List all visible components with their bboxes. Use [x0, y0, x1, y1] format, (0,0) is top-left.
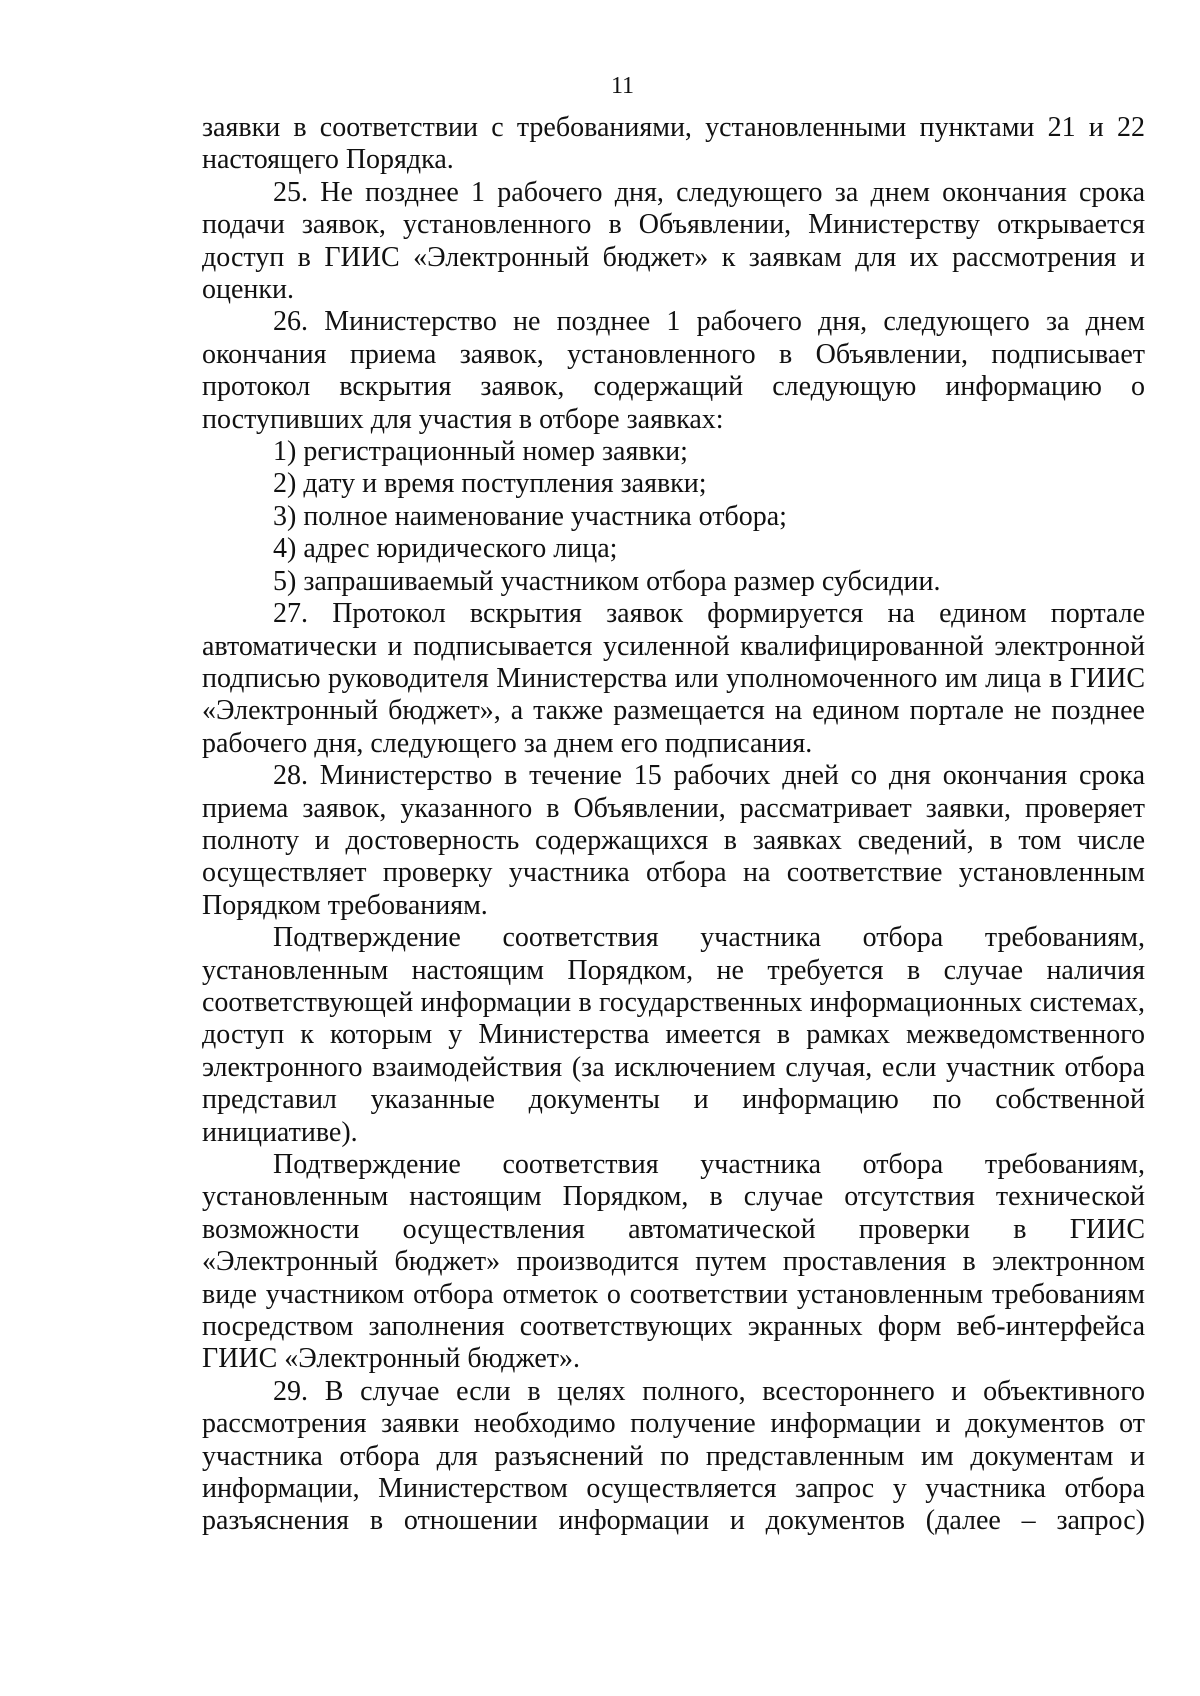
document-body — [202, 112, 1145, 1538]
list-item-2: 2) дату и время поступления заявки; — [273, 468, 707, 500]
list-item-1: 1) регистрационный номер заявки; — [273, 436, 688, 468]
paragraph-29: 29. В случае если в целях полного, всестороннего и объективного рассмотрения заявки необходимо получение информации и документов от участника отбора для разъяснений по представленным им документам и информации, Министерством осуществляется запрос у участника отбора разъяснения в отношении информации и документов (далее – запрос) — [202, 1375, 1145, 1537]
paragraph-28-confirmation-a: Подтверждение соответствия участника отбора требованиям, установленным настоящим Порядком, не требуется в случае наличия соответствующей информации в государственных информационных системах, доступ к которым у Министерства имеется в рамках межведомственного электронного взаимодействия (за исключением случая, если участник отбора представил указанные документы и информацию по собственной инициативе). — [202, 922, 1145, 1148]
paragraph-28-confirmation-b: Подтверждение соответствия участника отбора требованиям, установленным настоящим Порядком, в случае отсутствия технической возможности осуществления автоматической проверки в ГИИС «Электронный бюджет» производится путем проставления в электронном виде участником отбора отметок о соответствии установленным требованиям посредством заполнения соответствующих экранных форм веб-интерфейса ГИИС «Электронный бюджет». — [202, 1149, 1145, 1375]
page-number: 11 — [610, 73, 635, 99]
paragraph-continuation: заявки в соответствии с требованиями, установленными пунктами 21 и 22 настоящего Порядка. — [202, 112, 1145, 176]
paragraph-26: 26. Министерство не позднее 1 рабочего дня, следующего за днем окончания приема заявок, установленного в Объявлении, подписывает протокол вскрытия заявок, содержащий следующую информацию о поступивших для участия в отборе заявках: — [202, 306, 1145, 435]
paragraph-28: 28. Министерство в течение 15 рабочих дней со дня окончания срока приема заявок, указанного в Объявлении, рассматривает заявки, проверяет полноту и достоверность содержащихся в заявках сведений, в том числе осуществляет проверку участника отбора на соответствие установленным Порядком требованиям. — [202, 760, 1145, 921]
list-item-3: 3) полное наименование участника отбора; — [273, 500, 787, 532]
paragraph-27: 27. Протокол вскрытия заявок формируется на едином портале автоматически и подписывается усиленной квалифицированной электронной подписью руководителя Министерства или уполномоченного им лица в ГИИС «Электронный бюджет», а также размещается на едином портале не позднее рабочего дня, следующего за днем его подписания. — [202, 598, 1145, 759]
list-item-5: 5) запрашиваемый участником отбора размер субсидии. — [273, 565, 941, 597]
list-item-4: 4) адрес юридического лица; — [273, 533, 618, 565]
paragraph-25: 25. Не позднее 1 рабочего дня, следующего за днем окончания срока подачи заявок, установленного в Объявлении, Министерству открывается доступ в ГИИС «Электронный бюджет» к заявкам для их рассмотрения и оценки. — [202, 176, 1145, 306]
